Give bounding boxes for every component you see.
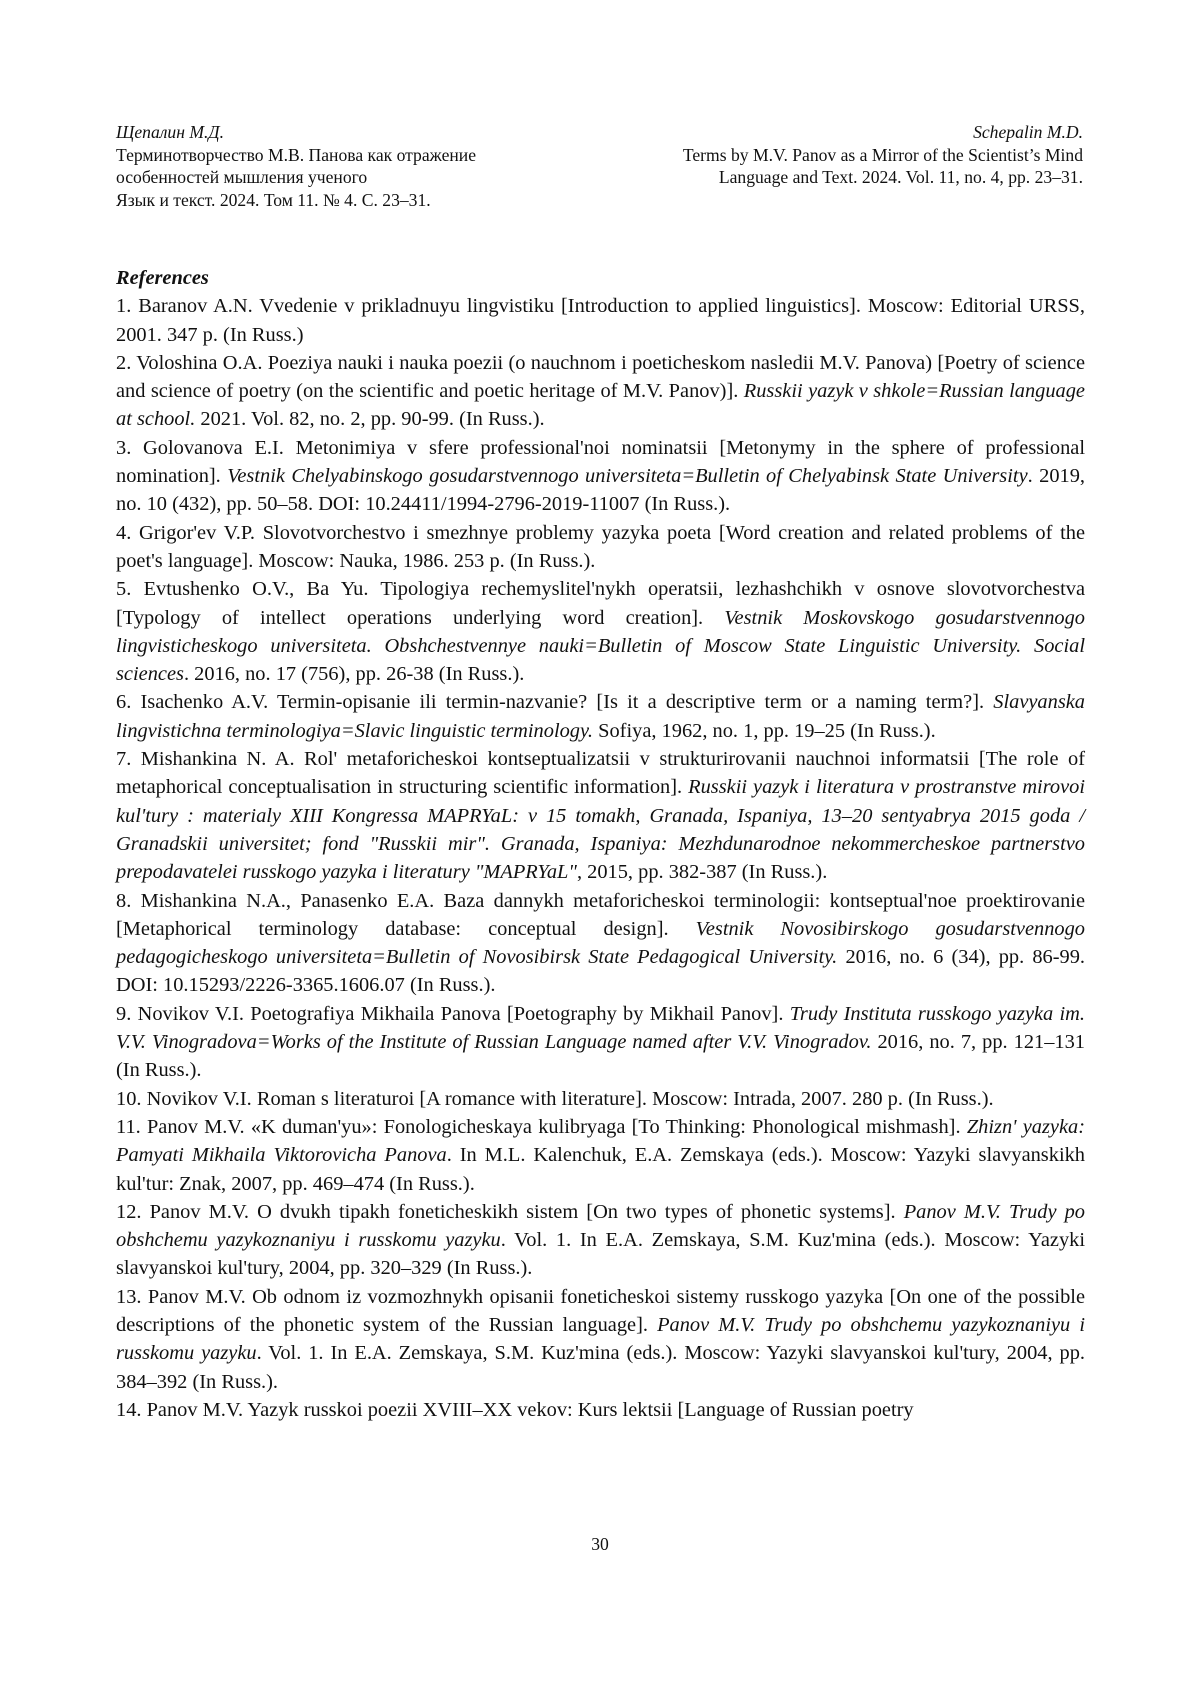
header-citation-en: Language and Text. 2024. Vol. 11, no. 4, pp. 23–31. — [718, 167, 1083, 188]
reference-details: . In M.L. Kalenchuk, E.A. Zemskaya (eds.). Moscow: Yazyki slavyanskikh kul'tur: Znak, 2007, pp. 469–474 (In Russ.). — [116, 1144, 1085, 1195]
reference-text: Panov M.V. Ob odnom iz vozmozhnykh opisanii foneticheskoi sistemy russkogo yazyka [On one of the possible descriptions of the phonetic system of the Russian language]. — [116, 1285, 1085, 1336]
reference-details: 2016, no. 7, pp. 121–131 (In Russ.). — [116, 1031, 1085, 1082]
reference-item: 7. Mishankina N. A. Rol' metaforicheskoi kontseptualizatsii v strukturirovanii nauchnoi informatsii [The role of metaphorical conceptualisation in structuring scientific information]. Russkii yazyk i literatura v prostranstve mirovoi kul'tury : materialy XIII Kongressa MAPRYaL: v 15 tomakh, Granada, Ispaniya, 13–20 sentyabrya 2015 goda / Granadskii universitet; fond "Russkii mir". Granada, Ispaniya: Mezhdunarodnoe nekommercheskoe partnerstvo prepodavatelei russkogo yazyka i literatury "MAPRYaL", 2015, pp. 382-387 (In Russ.). — [116, 748, 1086, 884]
reference-number: 10 — [116, 1087, 137, 1110]
header-title-ru-line1: Терминотворчество М.В. Панова как отражение — [116, 144, 477, 165]
reference-text: Panov M.V. «K duman'yu»: Fonologicheskaya kulibryaga [To Thinking: Phonological mishmash]. — [146, 1115, 967, 1138]
reference-number: 4 — [116, 521, 127, 544]
header-author-en: Schepalin M.D. — [973, 122, 1083, 142]
reference-details: 2016, no. 6 (34), pp. 86-99. DOI: 10.15293/2226-3365.1606.07 (In Russ.). — [116, 946, 1086, 997]
reference-number: 2 — [116, 351, 127, 374]
references-section — [116, 264, 1085, 1424]
header-author-ru: Щепалин М.Д. — [116, 122, 224, 142]
reference-source-title: Vestnik Chelyabinskogo gosudarstvennogo universiteta=Bulletin of Chelyabinsk State University — [227, 465, 1028, 488]
page-number: 30 — [591, 1534, 609, 1554]
reference-item: 5. Evtushenko O.V., Ba Yu. Tipologiya rechemyslitel'nykh operatsii, lezhashchikh v osnove slovotvorchestva [Typology of intellect operations underlying word creation]. Vestnik Moskovskogo gosudarstvennogo lingvisticheskogo universiteta. Obshchestvennye nauki=Bulletin of Moscow State Linguistic University. Social sciences. 2016, no. 17 (756), pp. 26-38 (In Russ.). — [116, 578, 1085, 686]
reference-item: 3. Golovanova E.I. Metonimiya v sfere professional'noi nominatsii [Metonymy in the sphere of professional nomination]. Vestnik Chelyabinskogo gosudarstvennogo universiteta=Bulletin of Chelyabinsk State University. 2019, no. 10 (432), pp. 50–58. DOI: 10.24411/1994-2796-2019-11007 (In Russ.). — [116, 436, 1086, 516]
reference-source-title: Trudy Instituta russkogo yazyka im. V.V. Vinogradova=Works of the Institute of Russian Language named after V.V. Vinogradov. — [116, 1002, 1086, 1054]
reference-number: 9 — [116, 1002, 127, 1025]
reference-item: 9. Novikov V.I. Poetografiya Mikhaila Panova [Poetography by Mikhail Panov]. Trudy Instituta russkogo yazyka im. V.V. Vinogradova=Works of the Institute of Russian Language named after V.V. Vinogradov. 2016, no. 7, pp. 121–131 (In Russ.). — [116, 1002, 1086, 1082]
reference-item: 8. Mishankina N.A., Panasenko E.A. Baza dannykh metaforicheskoi terminologii: kontseptual'noe proektirovanie [Metaphorical terminology database: conceptual design]. Vestnik Novosibirskogo gosudarstvennogo pedagogicheskogo universiteta=Bulletin of Novosibirsk State Pedagogical University. 2016, no. 6 (34), pp. 86-99. DOI: 10.15293/2226-3365.1606.07 (In Russ.). — [116, 889, 1086, 997]
reference-text: Novikov V.I. Roman s literaturoi [A romance with literature]. Moscow: Intrada, 2007. 280 p. (In Russ.). — [146, 1087, 994, 1110]
reference-source-title: Vestnik Moskovskogo gosudarstvennogo lingvisticheskogo universiteta. Obshchestvennye nauki=Bulletin of Moscow State Linguistic University. Social sciences — [116, 606, 1085, 686]
reference-number: 3 — [116, 436, 127, 459]
reference-item: 4. Grigor'ev V.P. Slovotvorchestvo i smezhnye problemy yazyka poeta [Word creation and related problems of the poet's language]. Moscow: Nauka, 1986. 253 p. (In Russ.). — [116, 521, 1085, 572]
reference-source-title: Russkii yazyk v shkole=Russian language at school. — [116, 380, 1085, 431]
reference-text: Voloshina O.A. Poeziya nauki i nauka poezii (o nauchnom i poeticheskom nasledii M.V. Panova) [Poetry of science and science of poetry (on the scientific and poetic heritage of M.V. Panov)]. — [116, 351, 1086, 403]
reference-item: 6. Isachenko A.V. Termin-opisanie ili termin-nazvanie? [Is it a descriptive term or a naming term?]. Slavyanska lingvistichna terminologiya=Slavic linguistic terminology. Sofiya, 1962, no. 1, pp. 19–25 (In Russ.). — [116, 691, 1085, 742]
references-list — [116, 292, 1085, 1424]
reference-number: 8 — [116, 889, 127, 912]
reference-text: Baranov A.N. Vvedenie v prikladnuyu lingvistiku [Introduction to applied linguistics]. Moscow: Editorial URSS, 2001. 347 p. (In Russ.) — [116, 295, 1085, 346]
header-citation-ru: Язык и текст. 2024. Том 11. № 4. С. 23–31. — [116, 189, 431, 210]
reference-number: 1 — [116, 295, 127, 318]
reference-text: Panov M.V. O dvukh tipakh foneticheskikh sistem [On two types of phonetic systems]. — [149, 1200, 904, 1223]
reference-text: Grigor'ev V.P. Slovotvorchestvo i smezhnye problemy yazyka poeta [Word creation and related problems of the poet's language]. Moscow: Nauka, 1986. 253 p. (In Russ.). — [116, 521, 1085, 572]
reference-source-title: Panov M.V. Trudy po obshchemu yazykoznaniyu i russkomu yazyku — [116, 1313, 1085, 1365]
reference-item: 11. Panov M.V. «K duman'yu»: Fonologicheskaya kulibryaga [To Thinking: Phonological mishmash]. Zhizn' yazyka: Pamyati Mikhaila Viktorovicha Panova. In M.L. Kalenchuk, E.A. Zemskaya (eds.). Moscow: Yazyki slavyanskikh kul'tur: Znak, 2007, pp. 469–474 (In Russ.). — [116, 1115, 1085, 1195]
reference-source-title: Slavyanska lingvistichna terminologiya=Slavic linguistic terminology. — [116, 691, 1085, 742]
reference-source-title: Panov M.V. Trudy po obshchemu yazykoznaniyu i russkomu yazyku — [116, 1200, 1085, 1252]
reference-number: 12 — [116, 1200, 137, 1223]
reference-item: 14. Panov M.V. Yazyk russkoi poezii XVIII–XX vekov: Kurs lektsii [Language of Russian poetry — [116, 1398, 914, 1421]
header-title-ru-line2: особенностей мышления ученого — [116, 167, 368, 188]
reference-details: . 2019, no. 10 (432), pp. 50–58. DOI: 10.24411/1994-2796-2019-11007 (In Russ.). — [116, 465, 1086, 516]
reference-source-title: Zhizn' yazyka: Pamyati Mikhaila Viktorovicha Panova — [116, 1115, 1085, 1167]
reference-number: 11 — [116, 1115, 136, 1138]
reference-number: 6 — [116, 691, 127, 714]
reference-details: Sofiya, 1962, no. 1, pp. 19–25 (In Russ.). — [593, 719, 936, 742]
reference-text: Novikov V.I. Poetografiya Mikhaila Panova [Poetography by Mikhail Panov]. — [137, 1002, 790, 1025]
reference-source-title: Vestnik Novosibirskogo gosudarstvennogo pedagogicheskogo universiteta=Bulletin of Novosibirsk State Pedagogical University. — [116, 917, 1085, 969]
references-heading: References — [116, 267, 209, 289]
header-left — [116, 121, 556, 211]
reference-text: Golovanova E.I. Metonimiya v sfere professional'noi nominatsii [Metonymy in the sphere of professional nomination]. — [116, 436, 1085, 488]
header-right — [563, 121, 1083, 189]
reference-item: 1. Baranov A.N. Vvedenie v prikladnuyu lingvistiku [Introduction to applied linguistics]. Moscow: Editorial URSS, 2001. 347 p. (In Russ.) — [116, 295, 1085, 346]
reference-text: Mishankina N. A. Rol' metaforicheskoi kontseptualizatsii v strukturirovanii nauchnoi informatsii [The role of metaphorical conceptualisation in structuring scientific information]. — [116, 748, 1085, 799]
reference-number: 13 — [116, 1285, 137, 1308]
reference-item: 13. Panov M.V. Ob odnom iz vozmozhnykh opisanii foneticheskoi sistemy russkogo yazyka [On one of the possible descriptions of the phonetic system of the Russian language]. Panov M.V. Trudy po obshchemu yazykoznaniyu i russkomu yazyku. Vol. 1. In E.A. Zemskaya, S.M. Kuz'mina (eds.). Moscow: Yazyki slavyanskoi kul'tury, 2004, pp. 384–392 (In Russ.). — [116, 1285, 1085, 1393]
reference-text: Evtushenko O.V., Ba Yu. Tipologiya rechemyslitel'nykh operatsii, lezhashchikh v osnove slovotvorchestva [Typology of intellect operations underlying word creation]. — [116, 578, 1085, 629]
reference-details: . 2016, no. 17 (756), pp. 26-38 (In Russ.). — [183, 663, 525, 686]
header-title-en: Terms by M.V. Panov as a Mirror of the Scientist’s Mind — [682, 144, 1083, 165]
reference-item: 10. Novikov V.I. Roman s literaturoi [A romance with literature]. Moscow: Intrada, 2007. 280 p. (In Russ.). — [116, 1087, 994, 1110]
reference-text: Panov M.V. Yazyk russkoi poezii XVIII–XX vekov: Kurs lektsii [Language of Russian poetry — [146, 1398, 914, 1421]
reference-number: 14 — [116, 1398, 137, 1421]
reference-number: 7 — [116, 748, 127, 771]
reference-item: 12. Panov M.V. O dvukh tipakh foneticheskikh sistem [On two types of phonetic systems]. Panov M.V. Trudy po obshchemu yazykoznaniyu i russkomu yazyku. Vol. 1. In E.A. Zemskaya, S.M. Kuz'mina (eds.). Moscow: Yazyki slavyanskoi kul'tury, 2004, pp. 320–329 (In Russ.). — [116, 1200, 1085, 1280]
reference-item: 2. Voloshina O.A. Poeziya nauki i nauka poezii (o nauchnom i poeticheskom nasledii M.V. Panova) [Poetry of science and science of poetry (on the scientific and poetic heritage of M.V. Panov)]. Russkii yazyk v shkole=Russian language at school. 2021. Vol. 82, no. 2, pp. 90-99. (In Russ.). — [116, 351, 1086, 431]
reference-details: , 2015, pp. 382-387 (In Russ.). — [576, 861, 828, 884]
reference-text: Isachenko A.V. Termin-opisanie ili termin-nazvanie? [Is it a descriptive term or a naming term?]. — [140, 691, 994, 714]
reference-details: . Vol. 1. In E.A. Zemskaya, S.M. Kuz'mina (eds.). Moscow: Yazyki slavyanskoi kul'tury, 2004, pp. 320–329 (In Russ.). — [116, 1229, 1085, 1280]
reference-details: 2021. Vol. 82, no. 2, pp. 90-99. (In Russ.). — [195, 408, 545, 431]
reference-source-title: Russkii yazyk i literatura v prostranstve mirovoi kul'tury : materialy XIII Kongressa MAPRYaL: v 15 tomakh, Granada, Ispaniya, 13–20 sentyabrya 2015 goda / Granadskii universitet; fond "Russkii mir". Granada, Ispaniya: Mezhdunarodnoe nekommercheskoe partnerstvo prepodavatelei russkogo yazyka i literatury "MAPRYaL" — [116, 776, 1086, 884]
reference-number: 5 — [116, 578, 127, 601]
reference-details: . Vol. 1. In E.A. Zemskaya, S.M. Kuz'mina (eds.). Moscow: Yazyki slavyanskoi kul'tury, 2004, pp. 384–392 (In Russ.). — [116, 1342, 1085, 1393]
reference-text: Mishankina N.A., Panasenko E.A. Baza dannykh metaforicheskoi terminologii: kontseptual'noe proektirovanie [Metaphorical terminology database: conceptual design]. — [116, 889, 1086, 940]
